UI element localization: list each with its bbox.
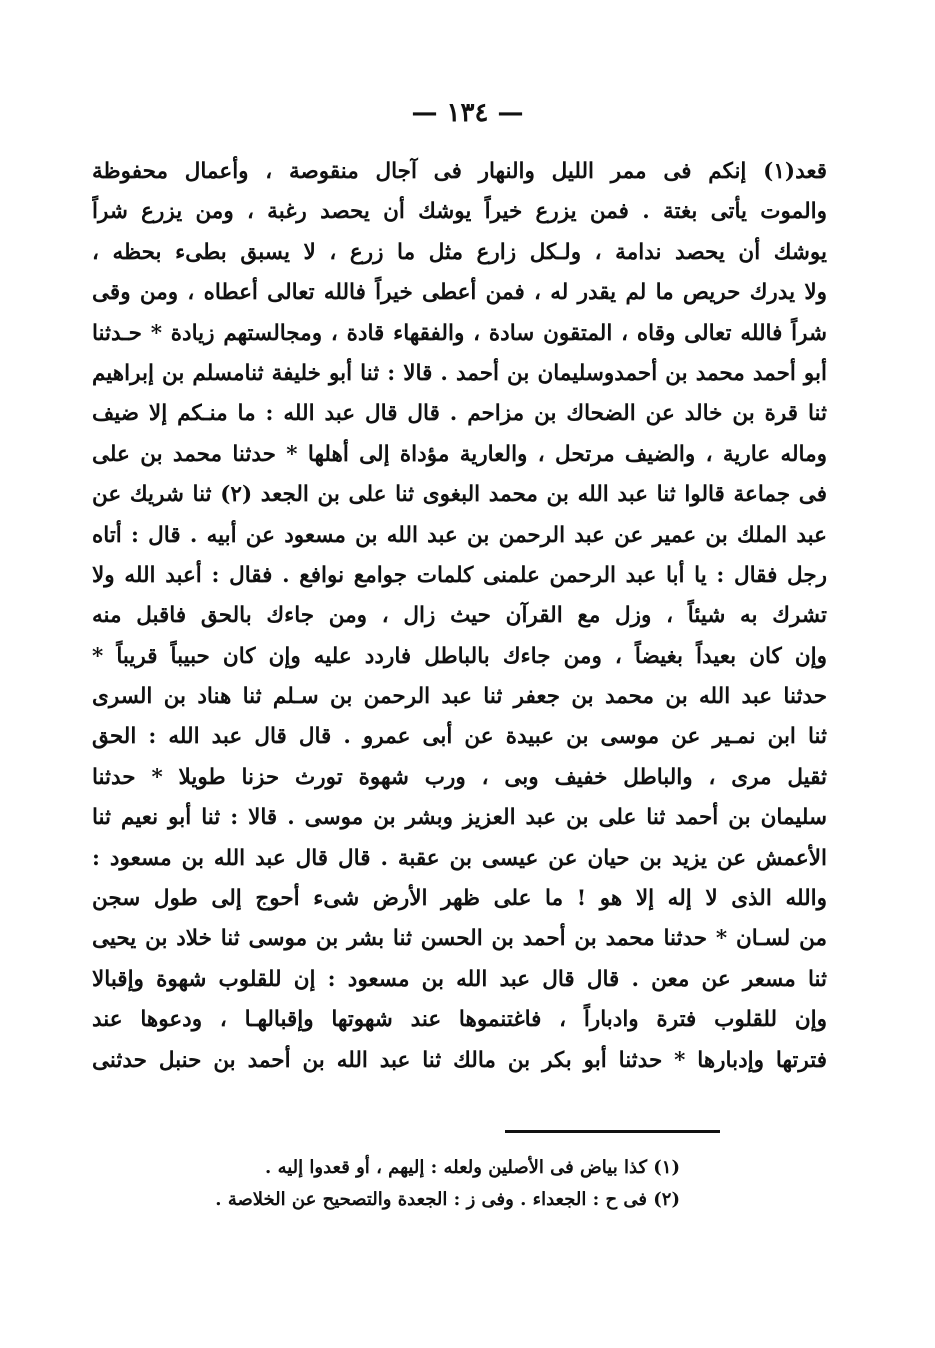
text-line: سليمان بن أحمد ثنا على بن عبد العزيز وبشر بن موسى . قالا : ثنا أبو نعيم ثنا (92, 805, 827, 831)
footnote-separator (505, 1130, 720, 1133)
text-line: فترتها وإدبارها * حدثنا أبو بكر بن مالك ثنا عبد الله بن أحمد بن حنبل حدثنى (92, 1047, 827, 1073)
footnotes (150, 1152, 680, 1216)
page-number: — ١٣٤ — (411, 98, 524, 128)
text-line: ثنا قرة بن خالد عن الضحاك بن مزاحم . قال قال عبد الله : ما منـكم إلا ضيف (92, 401, 827, 427)
text-line: ثقيل مرى ، والباطل خفيف وبى ، ورب شهوة تورث حزنا طويلا * حدثنا (92, 764, 827, 790)
text-line: وماله عارية ، والضيف مرتحل ، والعارية مؤداة إلى أهلها * حدثنا محمد بن على (92, 441, 827, 467)
text-line: والموت يأتى بغتة . فمن يزرع خيراً يوشك أن يحصد رغبة ، ومن يزرع شراً (92, 199, 827, 225)
main-text (92, 152, 827, 1081)
text-line: ثنا ابن نمـير عن موسى بن عبيدة عن أبى عمرو . قال قال عبد الله : الحق (92, 724, 827, 750)
text-line: ولا يدرك حريص ما لم يقدر له ، فمن أعطى خيراً فالله تعالى أعطاه ، ومن وقى (92, 280, 827, 306)
text-line: فى جماعة قالوا ثنا عبد الله بن محمد البغوى ثنا على بن الجعد (٢) ثنا شريك عن (92, 482, 827, 508)
text-line: تشرك به شيئاً ، وزل مع القرآن حيث زال ، ومن جاءك بالحق فاقبل منه (92, 603, 827, 629)
text-line: والله الذى لا إله إلا هو ! ما على ظهر الأرض شىء أحوج إلى طول سجن (92, 886, 827, 912)
text-line: الأعمش عن يزيد بن حيان عن عيسى بن عقبة . قال قال عبد الله بن مسعود : (92, 845, 827, 871)
text-line: قعد(١) إنكم فى ممر الليل والنهار فى آجال منقوصة ، وأعمال محفوظة (92, 159, 827, 184)
text-line: رجل فقال : يا أبا عبد الرحمن علمنى كلمات جوامع نوافع . فقال : أعبد الله ولا (92, 562, 827, 588)
text-line: ثنا مسعر عن معن . قال قال عبد الله بن مسعود : إن للقلوب شهوة وإقبالا (92, 966, 827, 992)
text-line: عبد الملك بن عمير عن عبد الرحمن بن عبد الله بن مسعود عن أبيه . قال : أتاه (92, 522, 827, 548)
footnote: (٢) فى ح : الجعداء . وفى ز : الجعدة والتصحيح عن الخلاصة . (215, 1189, 680, 1210)
footnote: (١) كذا بياض فى الأصلين ولعله : إليهم ، أو قعدوا إليه . (265, 1157, 680, 1178)
text-line: وإن للقلوب فترة وادباراً ، فاغتنموها عند شهوتها وإقبالهـا ، ودعوها عند (92, 1007, 827, 1033)
text-line: وإن كان بعيداً بغيضاً ، ومن جاءك بالباطل فاردد عليه وإن كان حبيباً قريباً * (92, 643, 827, 669)
text-line: من لسـان * حدثنا محمد بن أحمد بن الحسن ثنا بشر بن موسى ثنا خلاد بن يحيى (92, 926, 827, 952)
text-line: يوشك أن يحصد ندامة ، ولـكل زارع مثل ما زرع ، لا يسبق بطىء بحظه ، (92, 239, 827, 265)
text-line: حدثنا عبد الله بن محمد بن جعفر ثنا عبد الرحمن بن سـلم ثنا هناد بن السرى (92, 684, 827, 710)
text-line: أبو أحمد محمد بن أحمدوسليمان بن أحمد . قالا : ثنا أبو خليفة ثنامسلم بن إبراهيم (92, 360, 827, 386)
text-line: شراً فالله تعالى وقاه ، المتقون سادة ، والفقهاء قادة ، ومجالستهم زيادة * حـدثنا (92, 320, 827, 346)
